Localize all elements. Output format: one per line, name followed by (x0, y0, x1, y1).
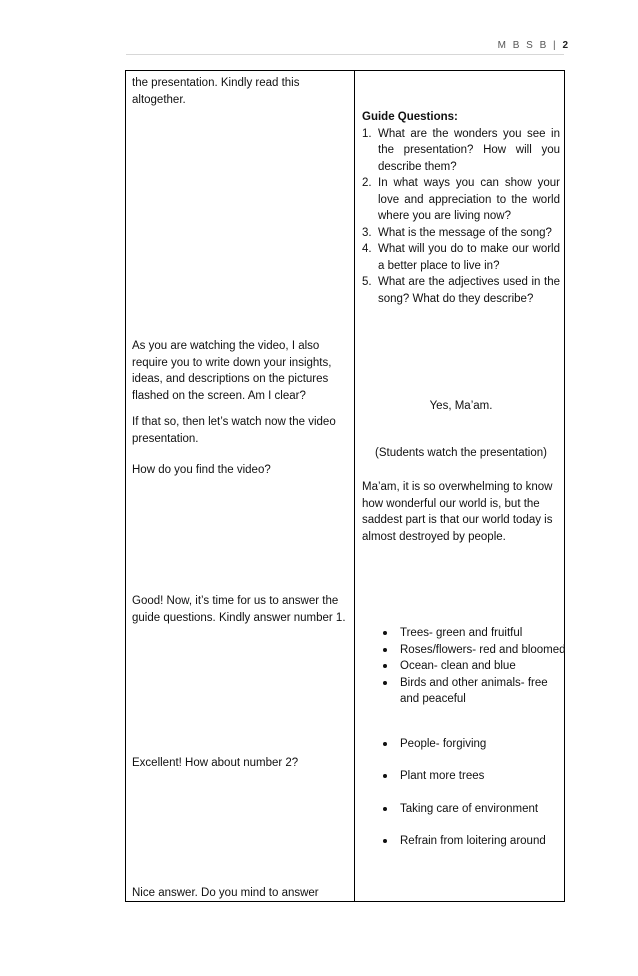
guide-question-text: What will you do to make our world a better place to live in? (378, 243, 560, 272)
guide-question-number: 1. (362, 127, 372, 140)
guide-question-text: What is the message of the song? (378, 226, 552, 239)
guide-question-number: 3. (362, 226, 372, 239)
answer-bullets-1 (376, 625, 566, 708)
answer-bullet-people (376, 736, 566, 753)
bullet-text: Refrain from loitering around (400, 835, 546, 847)
header-separator: | (548, 40, 563, 51)
bullet-dot (383, 807, 387, 811)
page-number: 2 (562, 40, 568, 51)
guide-question-number: 4. (362, 243, 372, 255)
guide-questions-list (362, 126, 560, 308)
bullet-text: Roses/flowers- red and bloomed (400, 643, 566, 656)
header-initials: M B S B (497, 40, 549, 51)
guide-question (362, 175, 560, 225)
page-header (498, 40, 568, 51)
guide-question-number: 2. (362, 177, 372, 189)
guide-question (362, 241, 560, 274)
bullet-text: People- forgiving (400, 738, 487, 750)
bullet-dot (383, 681, 387, 685)
bullet-item (376, 658, 566, 675)
bullet-text: Taking care of environment (400, 803, 539, 815)
column-divider (354, 71, 355, 901)
bullet-item (376, 768, 566, 785)
guide-question-text: In what ways you can show your love and appreciation to the world where you are living now? (378, 177, 560, 222)
bullet-text: Birds and other animals- free and peaceful (400, 676, 548, 705)
bullet-text: Plant more trees (400, 770, 485, 782)
teacher-text-6: Excellent! How about number 2? (132, 757, 299, 769)
guide-question-text: What are the wonders you see in the presentation? How will you describe them? (378, 127, 560, 173)
bullet-dot (383, 774, 387, 778)
teacher-text-1: the presentation. Kindly read this altogether. (132, 77, 300, 106)
bullet-dot (383, 631, 387, 635)
answer-bullet-loitering (376, 833, 566, 850)
answer-bullet-trees (376, 768, 566, 785)
bullet-item (376, 801, 566, 818)
teacher-text-7: Nice answer. Do you mind to answer (132, 887, 319, 899)
student-reply-yes: Yes, Ma’am. (429, 400, 493, 412)
teacher-text-4: How do you find the video? (132, 464, 271, 476)
guide-questions (362, 109, 560, 307)
bullet-item (376, 625, 566, 642)
student-watch-note: (Students watch the presentation) (375, 447, 547, 459)
bullet-text: Ocean- clean and blue (400, 660, 516, 672)
teacher-text-2: As you are watching the video, I also require you to write down your insights, ideas, and descriptions on the pictures flashed on the screen. Am I clear? (132, 340, 332, 402)
guide-question-text: What are the adjectives used in the song? What do they describe? (378, 276, 560, 305)
header-rule (126, 54, 564, 55)
guide-questions-title: Guide Questions: (362, 111, 458, 123)
bullet-item (376, 642, 566, 659)
bullet-item (376, 833, 566, 850)
student-answer: Ma’am, it is so overwhelming to know how wonderful our world is, but the saddest part is that our world today is almost destroyed by people. (362, 481, 553, 543)
teacher-text-3: If that so, then let’s watch now the video presentation. (132, 416, 336, 445)
guide-question (362, 274, 560, 307)
bullet-text: Trees- green and fruitful (400, 627, 523, 639)
answer-bullet-environment (376, 801, 566, 818)
bullet-dot (383, 664, 387, 668)
guide-question (362, 225, 560, 242)
bullet-dot (383, 742, 387, 746)
guide-question (362, 126, 560, 176)
bullet-item (376, 675, 566, 708)
bullet-dot (383, 648, 387, 652)
bullet-dot (383, 839, 387, 843)
bullet-item (376, 736, 566, 753)
teacher-text-5: Good! Now, it’s time for us to answer the guide questions. Kindly answer number 1. (132, 595, 346, 624)
guide-question-number: 5. (362, 276, 372, 288)
lesson-table (125, 70, 565, 902)
